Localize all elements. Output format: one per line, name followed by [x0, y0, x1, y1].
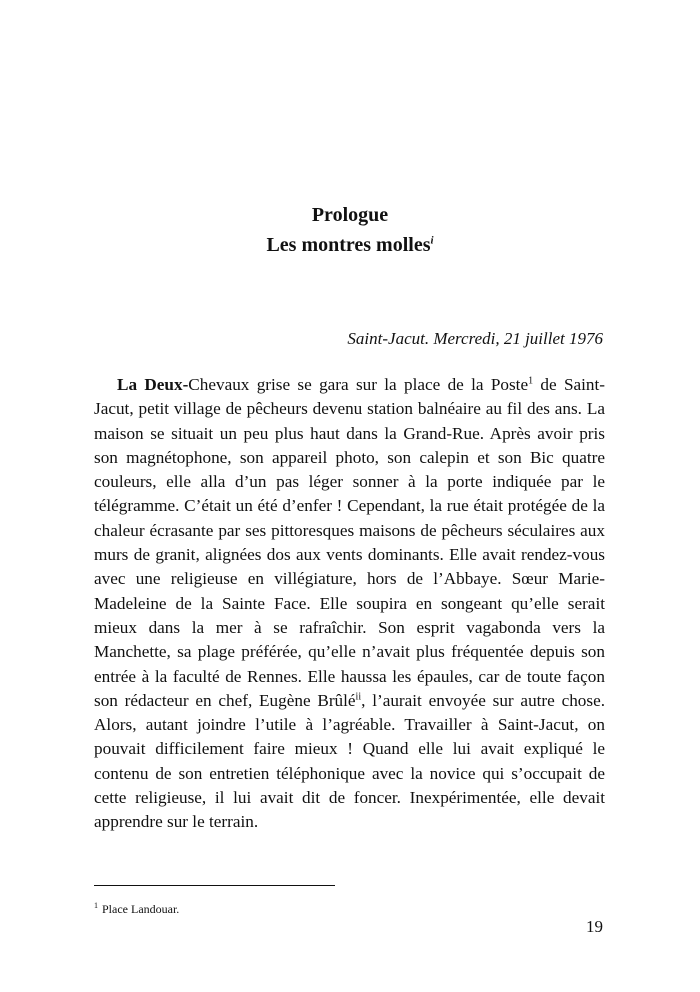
chapter-subtitle-text: Les montres molles	[266, 234, 431, 256]
endnote-marker: ii	[355, 691, 362, 703]
paragraph-text-part-2: de Saint-Jacut, petit village de pêcheurs devenu station balnéaire au fil des ans. La maison se situait un peu plus haut dans la Grand-Rue. Après avoir pris son magnétophone, son appareil photo, son calepin et son Bic quatre couleurs, elle alla d’un pas léger sonner à la porte indiquée par le télégramme. C’était un été d’enfer ! Cependant, la rue était protégée de la chaleur écrasante par ses pittoresques maisons de pêcheurs séculaires aux murs de granit, alignées dos aux vents dominants. Elle avait rendez-vous avec une religieuse en villégiature, hors de l’Abbaye. Sœur Marie-Madeleine de la Sainte Face. Elle soupira en songeant qu’elle serait mieux dans la mer à se rafraîchir. Son esprit vagabonda vers la Manchette, sa plage préférée, qu’elle n’avait plus fréquentée depuis son entrée à la faculté de Rennes. Elle haussa les épaules, car de toute façon son rédacteur en chef, Eugène Brûlé	[94, 375, 606, 710]
body-paragraph	[94, 373, 605, 835]
endnote-marker: i	[430, 234, 434, 247]
chapter-heading	[0, 200, 700, 260]
footnote	[94, 901, 179, 917]
footnote-separator	[94, 885, 335, 886]
chapter-subtitle	[0, 230, 700, 260]
dateline: Saint-Jacut. Mercredi, 21 juillet 1976	[347, 329, 603, 348]
chapter-title: Prologue	[311, 204, 389, 226]
lead-words: La Deux-	[117, 375, 189, 394]
footnote-number: 1	[94, 901, 98, 910]
paragraph-text-part-3: , l’aurait envoyée sur autre chose. Alors, autant joindre l’utile à l’agréable. Travailler à Saint-Jacut, on pouvait difficilement faire mieux ! Quand elle lui avait expliqué le contenu de son entretien téléphonique avec la novice qui s’occupait de cette religieuse, il lui avait dit de foncer. Inexpérimentée, elle devait apprendre sur le terrain.	[94, 690, 605, 832]
footnote-marker: 1	[528, 375, 534, 387]
footnote-text: Place Landouar.	[102, 902, 180, 916]
page-number: 19	[586, 917, 603, 936]
paragraph-text-part-1: Chevaux grise se gara sur la place de la Poste	[188, 375, 529, 394]
